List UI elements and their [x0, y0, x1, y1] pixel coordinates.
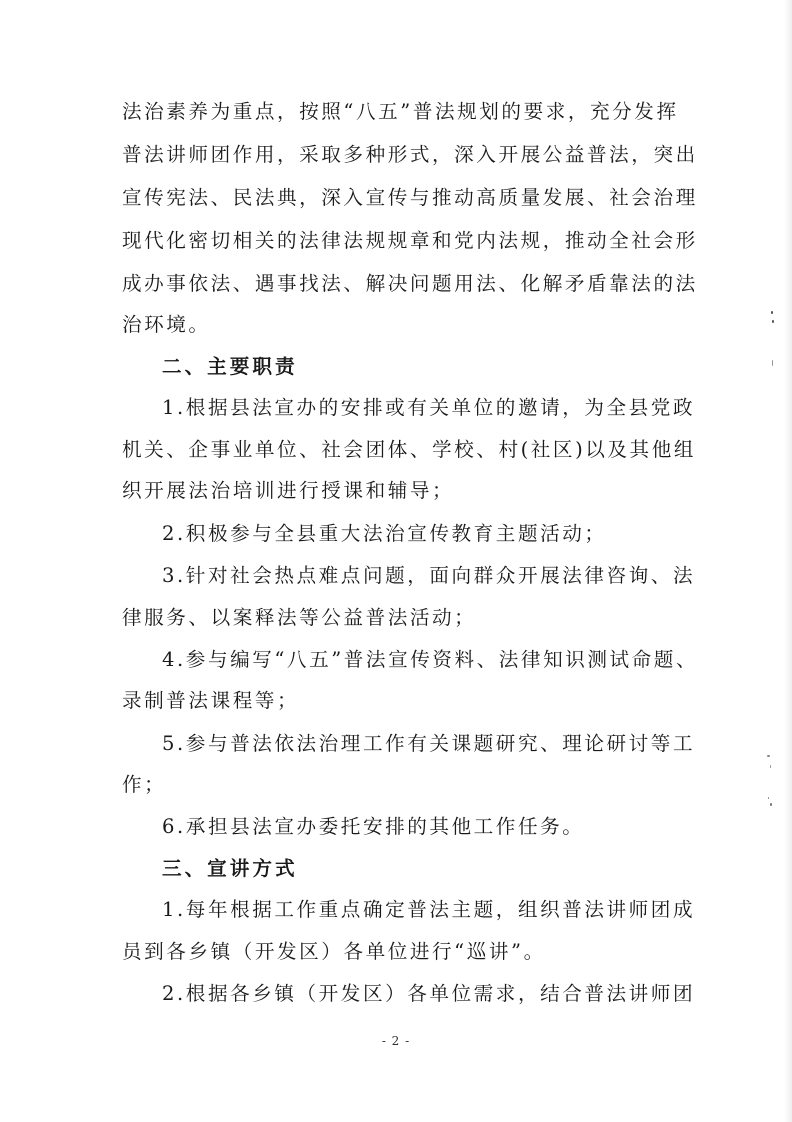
list-item-line: 1.每年根据工作重点确定普法主题，组织普法讲师团成 [162, 898, 696, 921]
list-item-line: 录制普法课程等； [122, 689, 300, 712]
paragraph-line: 法治素养为重点，按照“八五”普法规划的要求，充分发挥 [122, 100, 679, 123]
list-item-line: 2.根据各乡镇（开发区）各单位需求，结合普法讲师团 [162, 982, 696, 1005]
list-item-line: 4.参与编写“八五”普法宣传资料、法律知识测试命题、 [162, 648, 699, 671]
list-item-line: 5.参与普法依法治理工作有关课题研究、理论研讨等工 [162, 732, 696, 755]
section-heading: 三、宣讲方式 [162, 857, 298, 880]
list-item-line: 织开展法治培训进行授课和辅导； [122, 479, 455, 502]
paragraph-line: 治环境。 [122, 313, 211, 336]
page-number: - 2 - [381, 1034, 411, 1048]
list-item-line: 机关、企事业单位、社会团体、学校、村(社区)以及其他组 [122, 438, 696, 461]
scan-edge [784, 0, 792, 1122]
scan-speck [768, 797, 769, 799]
list-item-line: 6.承担县法宣办委托安排的其他工作任务。 [162, 815, 585, 838]
scan-speck [771, 311, 773, 314]
list-item-line: 1.根据县法宣办的安排或有关单位的邀请，为全县党政 [162, 396, 696, 419]
paragraph-line: 宣传宪法、民法典，深入宣传与推动高质量发展、社会治理 [122, 186, 698, 209]
paragraph-line: 普法讲师团作用，采取多种形式，深入开展公益普法，突出 [122, 143, 698, 166]
scan-speck [770, 765, 771, 768]
list-item-line: 作； [122, 773, 167, 796]
paragraph-line: 成办事依法、遇事找法、解决问题用法、化解矛盾靠法的法 [122, 272, 698, 295]
scan-speck [772, 360, 773, 366]
list-item-line: 2.积极参与全县重大法治宣传教育主题活动； [162, 522, 607, 545]
scan-speck [772, 320, 774, 323]
scan-speck [767, 755, 770, 757]
list-item-line: 3.针对社会热点难点问题，面向群众开展法律咨询、法 [162, 564, 696, 587]
scan-speck [770, 803, 772, 806]
list-item-line: 律服务、以案释法等公益普法活动； [122, 606, 477, 629]
paragraph-line: 现代化密切相关的法律法规规章和党内法规，推动全社会形 [122, 229, 698, 252]
list-item-line: 员到各乡镇（开发区）各单位进行“巡讲”。 [122, 940, 546, 963]
section-heading: 二、主要职责 [162, 355, 298, 378]
